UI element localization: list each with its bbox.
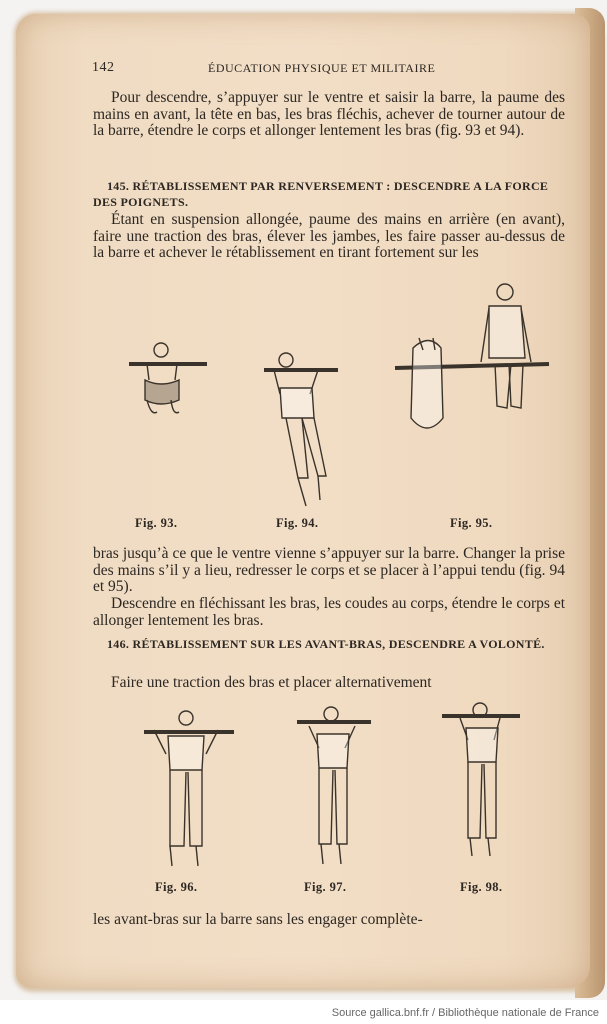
figure-94-caption: Fig. 94. [276,516,319,530]
paragraph-145-body: Étant en suspension allongée, paume des mains en arrière (en avant), faire une traction des bras, élever les jambes, les faire passer au-dessus de la barre et achever le rétablissement en tirant fortement sur les [93,211,565,261]
figure-95-illustration [393,278,553,438]
figure-97-illustration [295,704,375,874]
source-footer [0,1000,607,1024]
figure-98-caption: Fig. 98. [460,880,503,894]
paragraph-145-continued: bras jusqu’à ce que le ventre vienne s’appuyer sur la barre. Changer la prise des mains s’il y a lieu, redresser le corps et se placer à l’appui tendu (fig. 94 et 95). [93,545,565,595]
figure-96-illustration [140,706,240,876]
figure-93-illustration [125,338,215,428]
paragraph-descendre-145: Descendre en fléchissant les bras, les coudes au corps, étendre le corps et allonger lentement les bras. [93,595,565,629]
figure-94-illustration [262,348,342,513]
source-attribution: Source gallica.bnf.fr / Bibliothèque nationale de France [331,1007,599,1019]
section-heading-145: 145. RÉTABLISSEMENT PAR RENVERSEMENT : DESCENDRE A LA FORCE DES POIGNETS. [93,179,549,209]
section-heading-146: 146. RÉTABLISSEMENT SUR LES AVANT-BRAS, DESCENDRE A VOLONTÉ. [107,637,545,651]
figure-96-caption: Fig. 96. [155,880,198,894]
running-title: ÉDUCATION PHYSIQUE ET MILITAIRE [208,61,436,75]
figure-93-caption: Fig. 93. [135,516,178,530]
figure-95-caption: Fig. 95. [450,516,493,530]
page-number: 142 [92,60,115,75]
paragraph-descendre: Pour descendre, s’appuyer sur le ventre et saisir la barre, la paume des mains en avant, la tête en bas, les bras fléchis, achever de tourner autour de la barre, étendre le corps et allonger lentement les bras (fig. 93 et 94). [93,89,565,139]
figure-98-illustration [440,700,525,875]
paragraph-146-continued: les avant-bras sur la barre sans les engager complète- [93,911,423,928]
paragraph-146-body: Faire une traction des bras et placer alternativement [111,674,432,691]
figure-97-caption: Fig. 97. [304,880,347,894]
